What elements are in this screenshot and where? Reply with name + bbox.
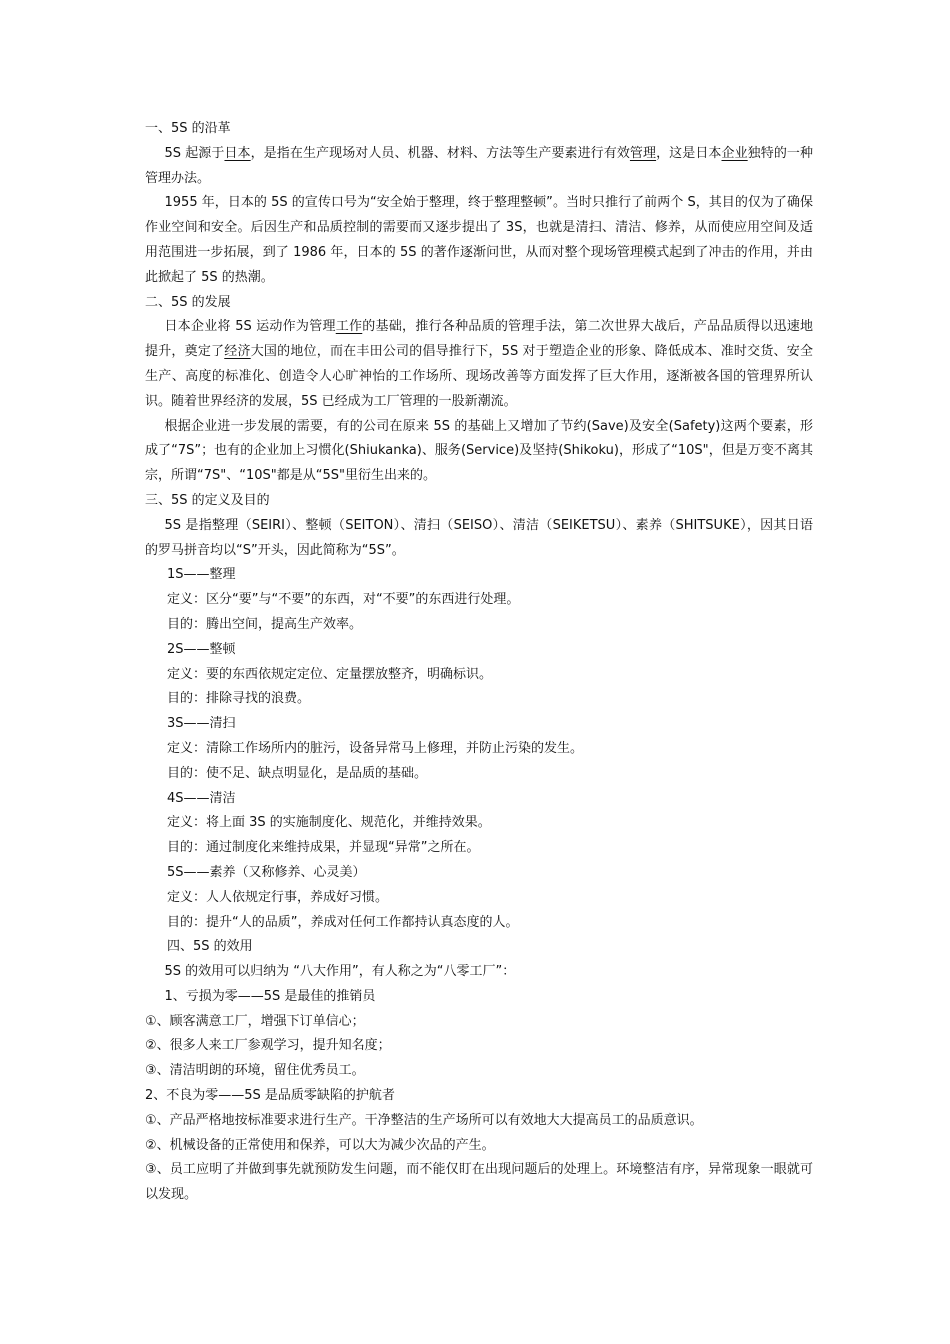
effect-2-title: 2、不良为零——5S 是品质零缺陷的护航者 xyxy=(145,1088,395,1104)
s2-definition: 定义：要的东西依规定定位、定量摆放整齐，明确标识。 xyxy=(167,666,493,682)
link-enterprise[interactable]: 企业 xyxy=(721,145,748,161)
history-paragraph-2: 1955 年，日本的 5S 的宣传口号为“安全始于整理，终于整理整顿”。当时只推行了前两个 S，其目的仅为了确保作业空间和安全。后因生产和品质控制的需要而又逐步提出了 3S，也就是清扫、清洁、修养，从而使应用空间及适用范围进一步拓展，到了 1986 年，日本的 5S 的著作逐渐问世，从而对整个现场管理模式起到了冲击的作用，并由此掀起了 5S 的热潮。 xyxy=(145,195,813,285)
section-heading-definition: 三、5S 的定义及目的 xyxy=(145,492,270,508)
effect-1-line-1: ①、顾客满意工厂，增强下订单信心； xyxy=(145,1013,365,1029)
section-heading-development: 二、5S 的发展 xyxy=(145,294,231,310)
s5-purpose: 目的：提升“人的品质”，养成对任何工作都持认真态度的人。 xyxy=(167,914,519,930)
s4-purpose: 目的：通过制度化来维持成果，并显现“异常”之所在。 xyxy=(167,840,480,856)
effect-2-line-1: ①、产品严格地按标准要求进行生产。干净整洁的生产场所可以有效地大大提高员工的品质意识。 xyxy=(145,1112,703,1128)
s2-title: 2S——整顿 xyxy=(167,641,236,657)
effect-1-title: 1、亏损为零——5S 是最佳的推销员 xyxy=(164,988,376,1004)
link-economy[interactable]: 经济 xyxy=(224,344,251,360)
section-heading-history: 一、5S 的沿革 xyxy=(145,121,231,136)
history-paragraph-1: 5S 起源于日本，是指在生产现场对人员、机器、材料、方法等生产要素进行有效管理，这是日本企业独特的一种管理办法。 xyxy=(145,145,813,186)
effects-intro: 5S 的效用可以归纳为 “八大作用”，有人称之为“八零工厂”： xyxy=(164,964,516,980)
s3-definition: 定义：清除工作场所内的脏污，设备异常马上修理，并防止污染的发生。 xyxy=(167,740,584,756)
development-paragraph-1: 日本企业将 5S 运动作为管理工作的基础，推行各种品质的管理手法，第二次世界大战后，产品品质得以迅速地提升，奠定了经济大国的地位，而在丰田公司的倡导推行下，5S 对于塑造企业的形象、降低成本、准时交货、安全生产、高度的标准化、创造令人心旷神怡的工作场所、现场改善等方面发挥了巨大作用，逐渐被各国的管理界所认识。随着世界经济的发展，5S 已经成为工厂管理的一股新潮流。 xyxy=(145,319,813,409)
s5-definition: 定义：人人依规定行事，养成好习惯。 xyxy=(167,889,389,905)
effect-2-line-2: ②、机械设备的正常使用和保养，可以大为减少次品的产生。 xyxy=(145,1137,495,1153)
s1-definition: 定义：区分“要”与“不要”的东西，对“不要”的东西进行处理。 xyxy=(167,592,520,608)
effect-1-line-2: ②、很多人来工厂参观学习，提升知名度； xyxy=(145,1038,391,1054)
s4-title: 4S——清洁 xyxy=(167,790,236,806)
s2-purpose: 目的：排除寻找的浪费。 xyxy=(167,691,311,707)
definition-intro: 5S 是指整理（SEIRI）、整顿（SEITON）、清扫（SEISO）、清洁（SEIKETSU）、素养（SHITSUKE），因其日语的罗马拼音均以“S”开头，因此简称为“5S”。 xyxy=(145,517,813,558)
s5-title: 5S——素养（又称修养、心灵美） xyxy=(167,864,366,880)
link-work[interactable]: 工作 xyxy=(335,319,363,335)
s4-definition: 定义：将上面 3S 的实施制度化、规范化，并维持效果。 xyxy=(167,815,491,831)
development-paragraph-2: 根据企业进一步发展的需要，有的公司在原来 5S 的基础上又增加了节约(Save)及安全(Safety)这两个要素，形成了“7S”；也有的企业加上习惯化(Shiukanka)、服务(Service)及坚持(Shikoku)，形成了“10S"，但是万变不离其宗，所谓“7S"、“10S"都是从“5S"里衍生出来的。 xyxy=(145,418,813,484)
link-management[interactable]: 管理 xyxy=(629,145,657,161)
document-page xyxy=(145,117,813,1208)
effect-2-line-3: ③、员工应明了并做到事先就预防发生问题，而不能仅盯在出现问题后的处理上。环境整洁有序，异常现象一眼就可以发现。 xyxy=(145,1162,813,1203)
s1-purpose: 目的：腾出空间，提高生产效率。 xyxy=(167,616,363,632)
s3-title: 3S——清扫 xyxy=(167,716,236,732)
s1-title: 1S——整理 xyxy=(167,567,236,583)
s3-purpose: 目的：使不足、缺点明显化，是品质的基础。 xyxy=(167,765,428,781)
section-heading-effects: 四、5S 的效用 xyxy=(167,939,253,955)
effect-1-line-3: ③、清洁明朗的环境，留住优秀员工。 xyxy=(145,1063,365,1079)
link-japan[interactable]: 日本 xyxy=(224,145,251,161)
